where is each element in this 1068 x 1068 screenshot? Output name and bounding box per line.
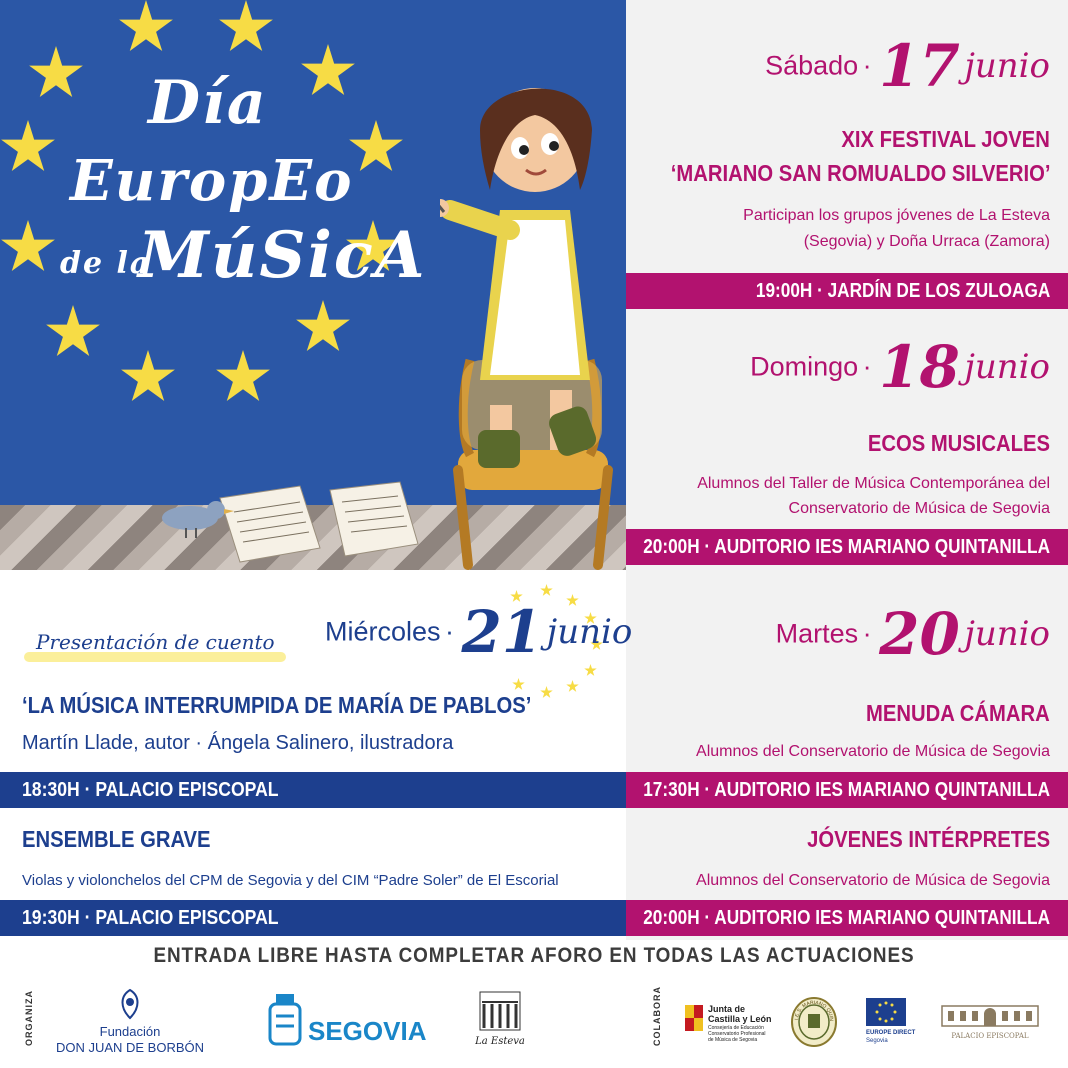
event-title: MENUDA CÁMARA [866,700,1050,726]
event-title: JÓVENES INTÉRPRETES [807,826,1050,852]
event-tag: Presentación de cuento [36,630,275,654]
hero-title-line: EuropEo [70,148,354,214]
hero-title-line: de la [60,246,152,281]
star-icon [215,350,271,406]
eu-flag-icon [866,998,906,1026]
junta-logo-subtext: Conservatorio Profesional [708,1031,766,1037]
star-icon [295,300,351,356]
star-icon [540,584,553,597]
star-icon [300,44,356,100]
event-description: Violas y violonchelos del CPM de Segovia y del CIM “Padre Soler” de El Escorial [22,872,559,889]
event-description: Martín Llade, autor · Ángela Salinero, ilustradora [22,732,454,754]
europe-direct-text: Segovia [866,1038,888,1044]
palacio-logo-text: PALACIO EPISCOPAL [951,1032,1029,1040]
event-title: ‘LA MÚSICA INTERRUMPIDA DE MARÍA DE PABLOS’ [22,692,532,718]
event-day: Martes [775,618,859,649]
ies-logo-text: I.E.S. MARIANO QUIN [793,999,835,1022]
event-title: ‘MARIANO SAN ROMUALDO SILVERIO’ [670,160,1050,186]
palacio-building-icon [940,1002,1040,1028]
event-time-venue: 20:00H · AUDITORIO IES MARIANO QUINTANILLA [643,536,1050,558]
star-icon [0,220,56,276]
hero-title-line: MúSicA [138,218,427,293]
fundacion-logo-text: Fundación [99,1024,161,1039]
event-time-venue: 18:30H · PALACIO EPISCOPAL [22,779,279,801]
star-icon [45,305,101,361]
star-icon [566,680,579,693]
event-date: Miércoles · 21 junio [325,598,633,666]
event-time-venue: 17:30H · AUDITORIO IES MARIANO QUINTANILLA [643,779,1050,801]
event-day: Miércoles [325,616,441,647]
event-month: junio [546,612,633,652]
star-icon [120,350,176,406]
event-month: junio [964,46,1050,86]
free-entry-notice: ENTRADA LIBRE HASTA COMPLETAR AFORO EN TODAS LAS ACTUACIONES [153,944,915,967]
ies-crest-icon [790,996,838,1048]
sheet-music-icon [150,478,420,570]
star-icon [118,0,174,56]
segovia-logo-text: SEGOVIA [308,1016,427,1046]
colabora-label: COLABORA [652,986,662,1046]
segovia-crest-icon [266,992,304,1050]
organiza-label: ORGANIZA [24,990,34,1046]
girl-illustration [440,60,640,570]
event-description: Participan los grupos jóvenes de La Esteva [743,207,1050,224]
star-icon [218,0,274,56]
event-date: Martes · 20 junio [775,600,1050,668]
event-month: junio [964,614,1050,654]
junta-logo-subtext: Consejería de Educación [708,1025,764,1031]
junta-logo-text: Castilla y León [708,1014,772,1024]
star-icon [348,120,404,176]
event-description: Alumnos del Conservatorio de Música de Segovia [696,872,1050,889]
event-time-venue-bar [0,900,626,936]
star-icon [28,46,84,102]
event-day-number: 21 [461,598,543,666]
event-description: Conservatorio de Música de Segovia [788,500,1050,517]
event-day-number: 17 [879,32,960,100]
junta-logo-text: Junta de [708,1004,746,1014]
event-description: (Segovia) y Doña Urraca (Zamora) [803,233,1050,250]
event-time-venue: 20:00H · AUDITORIO IES MARIANO QUINTANILLA [643,907,1050,929]
event-time-venue-bar [626,772,1068,808]
la-esteva-logo-text: La Esteva [475,1036,525,1047]
star-icon [0,120,56,176]
event-time-venue: 19:30H · PALACIO EPISCOPAL [22,907,279,929]
event-time-venue-bar [626,273,1068,309]
hero-title-line: Día [148,68,268,138]
fundacion-logo-text: DON JUAN DE BORBÓN [55,1040,205,1055]
event-title: ENSEMBLE GRAVE [22,826,211,852]
junta-crest-icon [684,1004,704,1032]
event-day-number: 18 [879,333,960,401]
event-day-number: 20 [879,600,960,668]
event-date: Domingo · 18 junio [750,333,1050,401]
event-title: ECOS MUSICALES [867,430,1050,456]
event-date: Sábado · 17 junio [765,32,1050,100]
fundacion-logo-icon [114,988,146,1022]
europe-direct-text: EUROPE DIRECT [866,1030,916,1036]
star-icon [512,678,525,691]
event-time-venue-bar [626,529,1068,565]
junta-logo-subtext: de Música de Segovia [708,1037,758,1043]
event-day: Domingo [750,351,859,382]
event-time-venue-bar [0,772,626,808]
event-description: Alumnos del Taller de Música Contemporánea del [697,475,1050,492]
event-title: XIX FESTIVAL JOVEN [841,126,1050,152]
event-time-venue-bar [626,900,1068,936]
event-month: junio [964,347,1050,387]
event-day: Sábado [765,50,859,81]
event-description: Alumnos del Conservatorio de Música de Segovia [696,743,1050,760]
star-icon [540,686,553,699]
event-time-venue: 19:00H · JARDÍN DE LOS ZULOAGA [755,280,1050,302]
aqueduct-icon [478,990,522,1032]
